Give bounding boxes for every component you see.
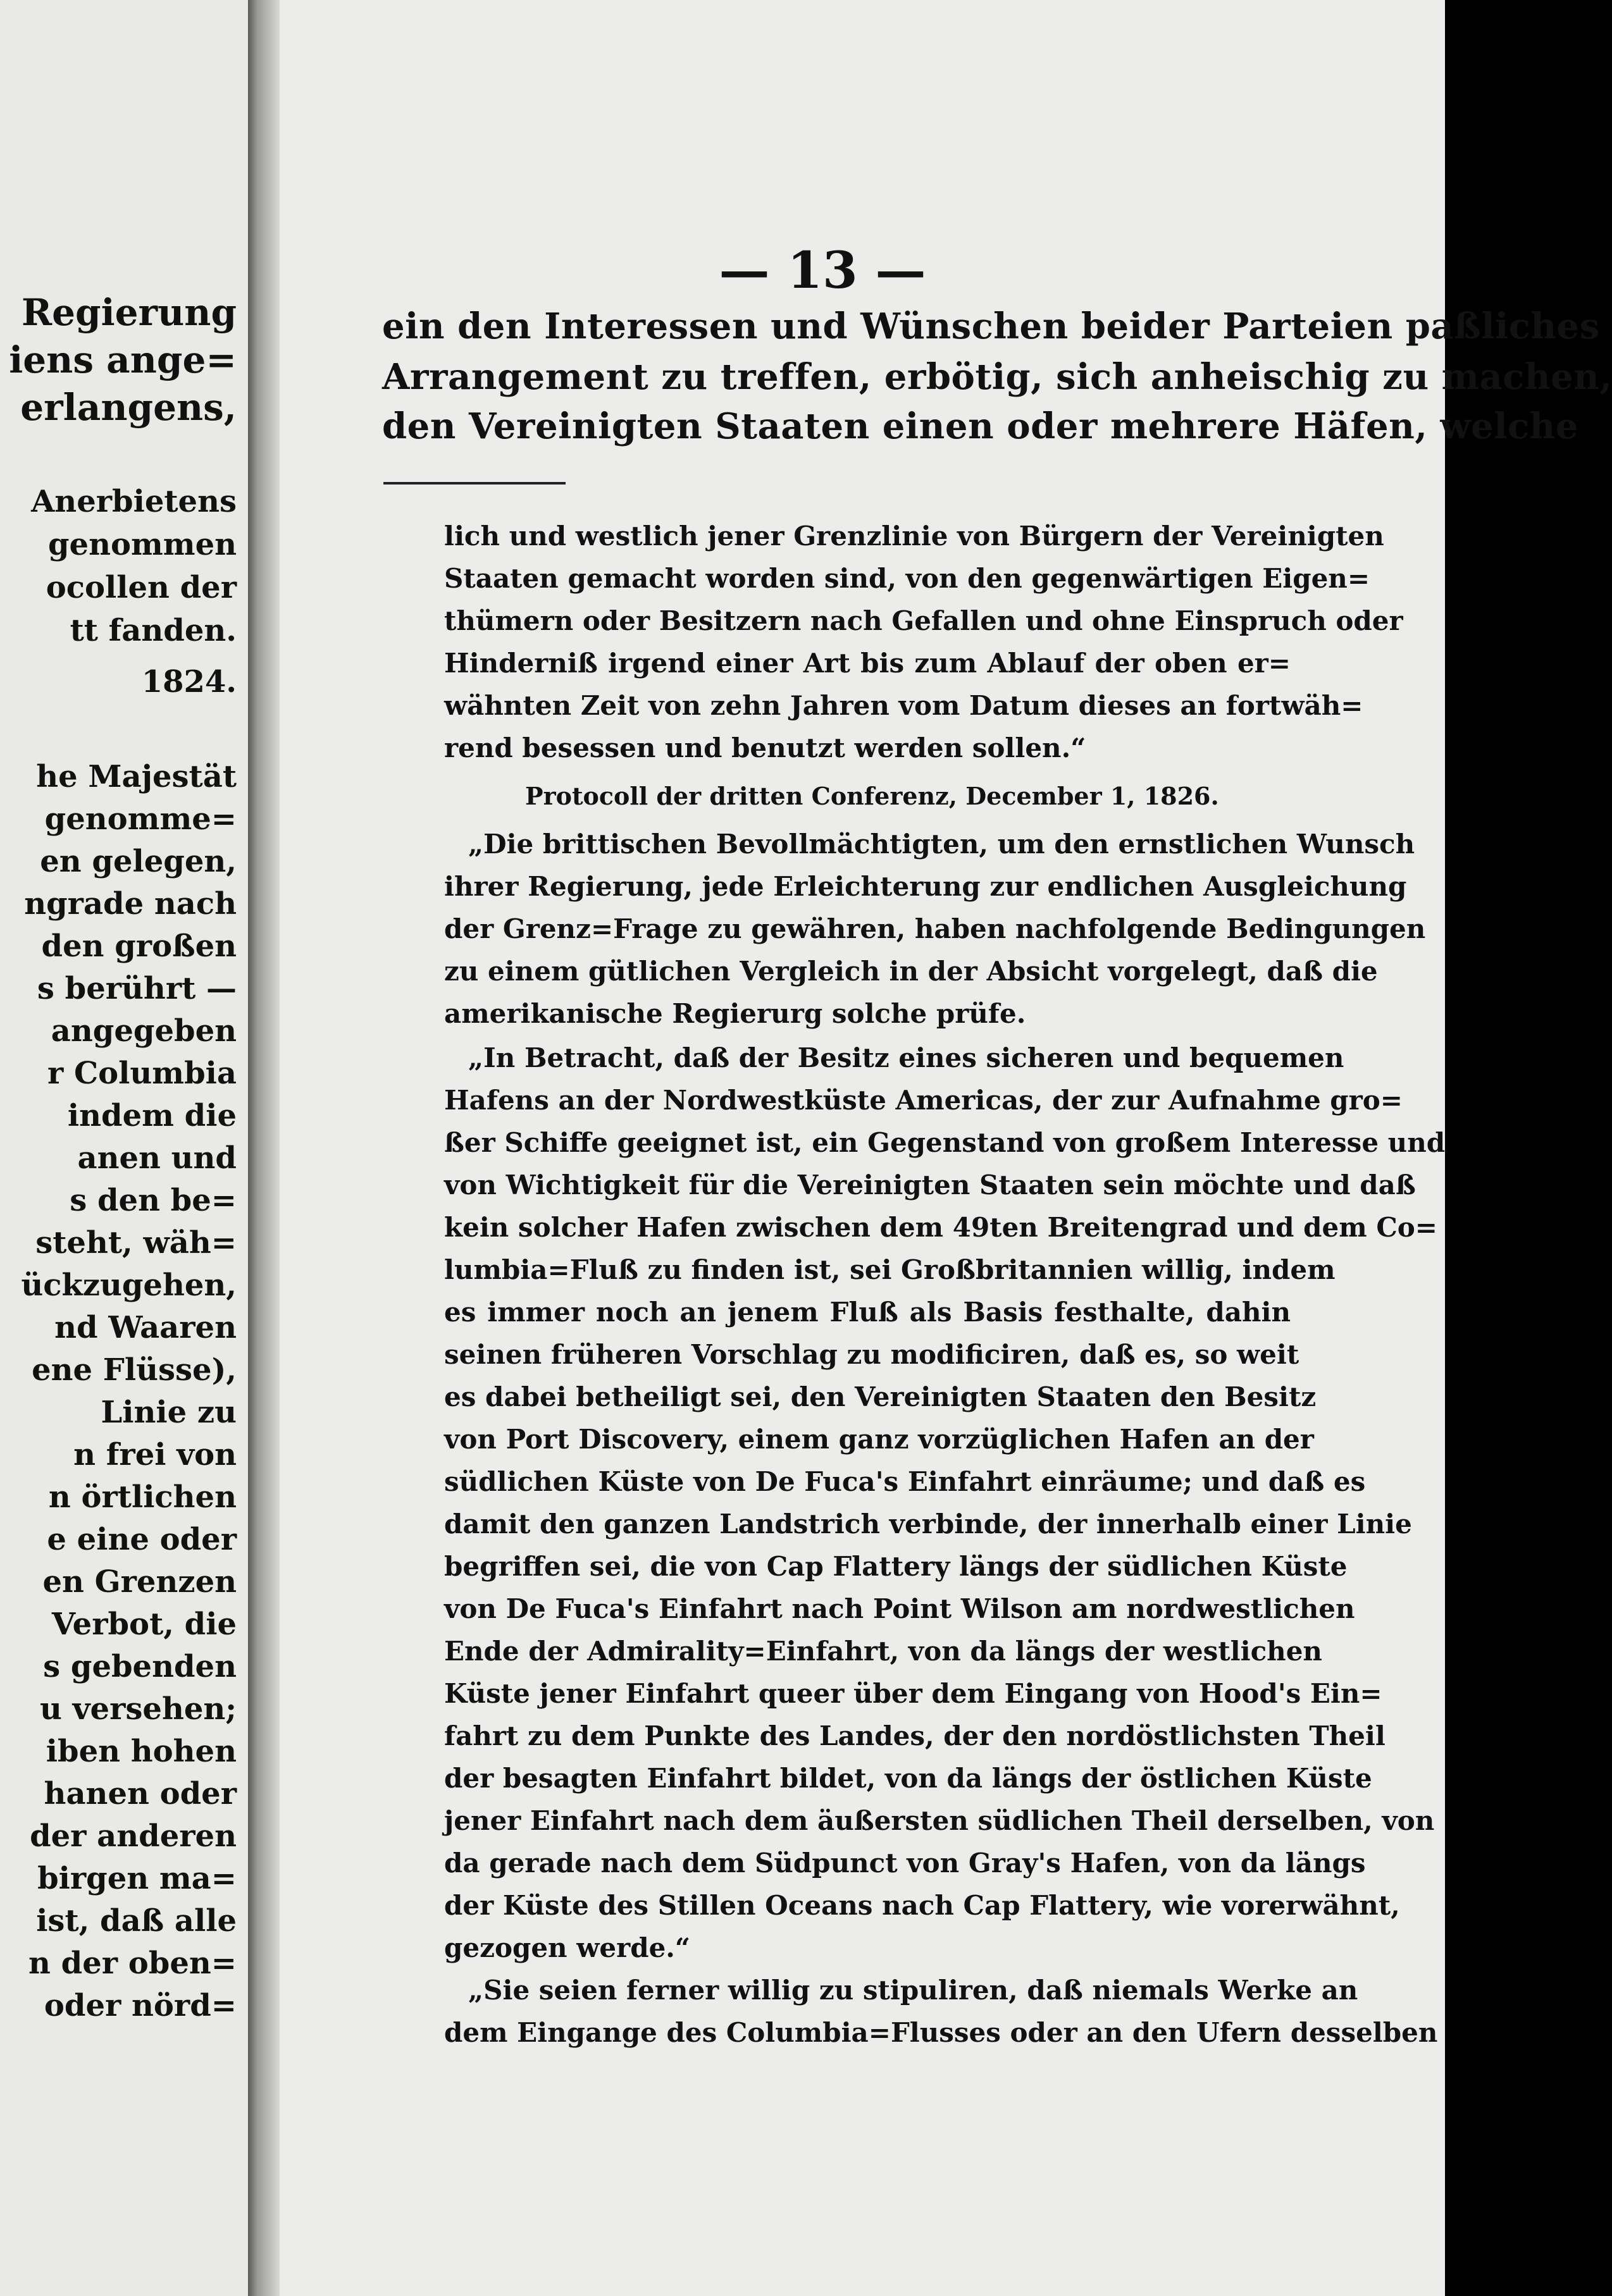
- left-page-fragment: Regierung: [21, 291, 237, 334]
- footnote-line: rend besessen und benutzt werden sollen.“: [444, 732, 1086, 763]
- protocol-heading: Protocoll der dritten Conferenz, December 1, 1826.: [525, 782, 1219, 810]
- footnote-line: „Sie seien ferner willig zu stipuliren, daß niemals Werke an: [468, 1975, 1358, 2006]
- footnote-line: Staaten gemacht worden sind, von den gegenwärtigen Eigen=: [444, 563, 1370, 594]
- footnote-line: da gerade nach dem Südpunct von Gray's Hafen, von da längs: [444, 1848, 1366, 1879]
- footnote-line: „Die brittischen Bevollmächtigten, um den ernstlichen Wunsch: [468, 829, 1415, 860]
- footnote-line: amerikanische Regierurg solche prüfe.: [444, 998, 1026, 1029]
- book-gutter: [248, 0, 280, 2296]
- left-page-fragment: s den be=: [70, 1183, 237, 1218]
- footnote-line: „In Betracht, daß der Besitz eines sicheren und bequemen: [468, 1042, 1344, 1073]
- left-page-fragment: hanen oder: [44, 1776, 237, 1811]
- left-page-fragment: n der oben=: [28, 1946, 237, 1981]
- main-text-line: Arrangement zu treffen, erbötig, sich anheischig zu machen,: [382, 356, 1612, 398]
- footnote-line: der Grenz=Frage zu gewähren, haben nachfolgende Bedingungen: [444, 913, 1426, 944]
- left-page-fragment: nd Waaren: [54, 1310, 237, 1345]
- footnote-line: fahrt zu dem Punkte des Landes, der den nordöstlichsten Theil: [444, 1720, 1386, 1751]
- footnote-line: es immer noch an jenem Fluß als Basis festhalte, dahin: [444, 1297, 1291, 1328]
- footnote-line: dem Eingange des Columbia=Flusses oder an den Ufern desselben: [444, 2017, 1438, 2048]
- left-page-fragment: s gebenden: [43, 1649, 237, 1684]
- left-page-fragment: en gelegen,: [40, 844, 237, 879]
- footnote-line: der besagten Einfahrt bildet, von da längs der östlichen Küste: [444, 1763, 1372, 1794]
- left-page-fragment: indem die: [67, 1098, 237, 1133]
- footnote-line: gezogen werde.“: [444, 1932, 691, 1963]
- left-page-fragment: ocollen der: [46, 570, 237, 605]
- footnote-line: seinen früheren Vorschlag zu modificiren, daß es, so weit: [444, 1339, 1299, 1370]
- left-page-fragment: en Grenzen: [42, 1564, 237, 1600]
- footnote-line: von Wichtigkeit für die Vereinigten Staaten sein möchte und daß: [444, 1170, 1416, 1200]
- footnote-line: von Port Discovery, einem ganz vorzüglichen Hafen an der: [444, 1424, 1314, 1455]
- left-page-fragment: 1824.: [141, 664, 237, 700]
- left-page-fragment: der anderen: [30, 1818, 237, 1854]
- left-page-fragment: ngrade nach: [24, 886, 237, 922]
- left-page-fragment: Verbot, die: [51, 1607, 237, 1642]
- left-page-fragment: n örtlichen: [48, 1479, 237, 1515]
- left-page-fragment: Anerbietens: [31, 484, 237, 519]
- footnote-line: begriffen sei, die von Cap Flattery längs der südlichen Küste: [444, 1551, 1348, 1582]
- left-page-fragment: ene Flüsse),: [32, 1352, 237, 1388]
- left-page-fragment: e eine oder: [47, 1522, 237, 1557]
- left-page-fragment: genomme=: [44, 801, 237, 837]
- left-page-fragment: he Majestät: [36, 759, 237, 794]
- left-page-fragment: genommen: [47, 527, 237, 562]
- footnote-line: lumbia=Fluß zu finden ist, sei Großbritannien willig, indem: [444, 1254, 1336, 1285]
- main-text-line: den Vereinigten Staaten einen oder mehrere Häfen, welche: [382, 405, 1578, 447]
- footnote-line: ihrer Regierung, jede Erleichterung zur endlichen Ausgleichung: [444, 871, 1407, 902]
- footnote-line: Hafens an der Nordwestküste Americas, der zur Aufnahme gro=: [444, 1085, 1403, 1116]
- left-page-fragment: anen und: [77, 1140, 237, 1176]
- left-page: [0, 0, 248, 2296]
- left-page-fragment: r Columbia: [47, 1056, 237, 1091]
- footnote-line: thümern oder Besitzern nach Gefallen und ohne Einspruch oder: [444, 605, 1403, 636]
- left-page-fragment: oder nörd=: [44, 1988, 237, 2023]
- left-page-fragment: u versehen;: [40, 1691, 237, 1727]
- page-number: — 13 —: [719, 240, 926, 300]
- left-page-fragment: tt fanden.: [70, 613, 237, 648]
- footnote-line: wähnten Zeit von zehn Jahren vom Datum dieses an fortwäh=: [444, 690, 1363, 721]
- left-page-fragment: iben hohen: [46, 1734, 237, 1769]
- left-page-fragment: n frei von: [73, 1437, 237, 1472]
- footnote-rule: [383, 482, 566, 485]
- footnote-line: ßer Schiffe geeignet ist, ein Gegenstand von großem Interesse und: [444, 1127, 1446, 1158]
- footnote-line: damit den ganzen Landstrich verbinde, der innerhalb einer Linie: [444, 1509, 1412, 1540]
- left-page-fragment: ückzugehen,: [21, 1268, 237, 1303]
- left-page-fragment: steht, wäh=: [35, 1225, 237, 1261]
- footnote-line: Hinderniß irgend einer Art bis zum Ablauf der oben er=: [444, 648, 1291, 679]
- left-page-fragment: s berührt —: [37, 971, 237, 1006]
- footnote-line: der Küste des Stillen Oceans nach Cap Flattery, wie vorerwähnt,: [444, 1890, 1400, 1921]
- footnote-line: zu einem gütlichen Vergleich in der Absicht vorgelegt, daß die: [444, 956, 1378, 987]
- footnote-line: jener Einfahrt nach dem äußersten südlichen Theil derselben, von: [444, 1805, 1435, 1836]
- left-page-fragment: angegeben: [51, 1013, 237, 1049]
- left-page-fragment: ist, daß alle: [36, 1903, 237, 1939]
- footnote-line: von De Fuca's Einfahrt nach Point Wilson am nordwestlichen: [444, 1593, 1355, 1624]
- left-page-fragment: Linie zu: [101, 1395, 237, 1430]
- main-text-line: ein den Interessen und Wünschen beider Parteien paßliches: [382, 306, 1600, 347]
- left-page-fragment: birgen ma=: [37, 1861, 237, 1896]
- left-page-fragment: iens ange=: [9, 338, 237, 381]
- footnote-line: Küste jener Einfahrt queer über dem Eingang von Hood's Ein=: [444, 1678, 1382, 1709]
- footnote-line: lich und westlich jener Grenzlinie von Bürgern der Vereinigten: [444, 521, 1384, 552]
- footnote-line: südlichen Küste von De Fuca's Einfahrt einräume; und daß es: [444, 1466, 1366, 1497]
- left-page-fragment: erlangens,: [20, 386, 237, 429]
- left-page-fragment: den großen: [41, 929, 237, 964]
- footnote-line: Ende der Admirality=Einfahrt, von da längs der westlichen: [444, 1636, 1322, 1667]
- footnote-line: kein solcher Hafen zwischen dem 49ten Breitengrad und dem Co=: [444, 1212, 1437, 1243]
- footnote-line: es dabei betheiligt sei, den Vereinigten Staaten den Besitz: [444, 1381, 1317, 1412]
